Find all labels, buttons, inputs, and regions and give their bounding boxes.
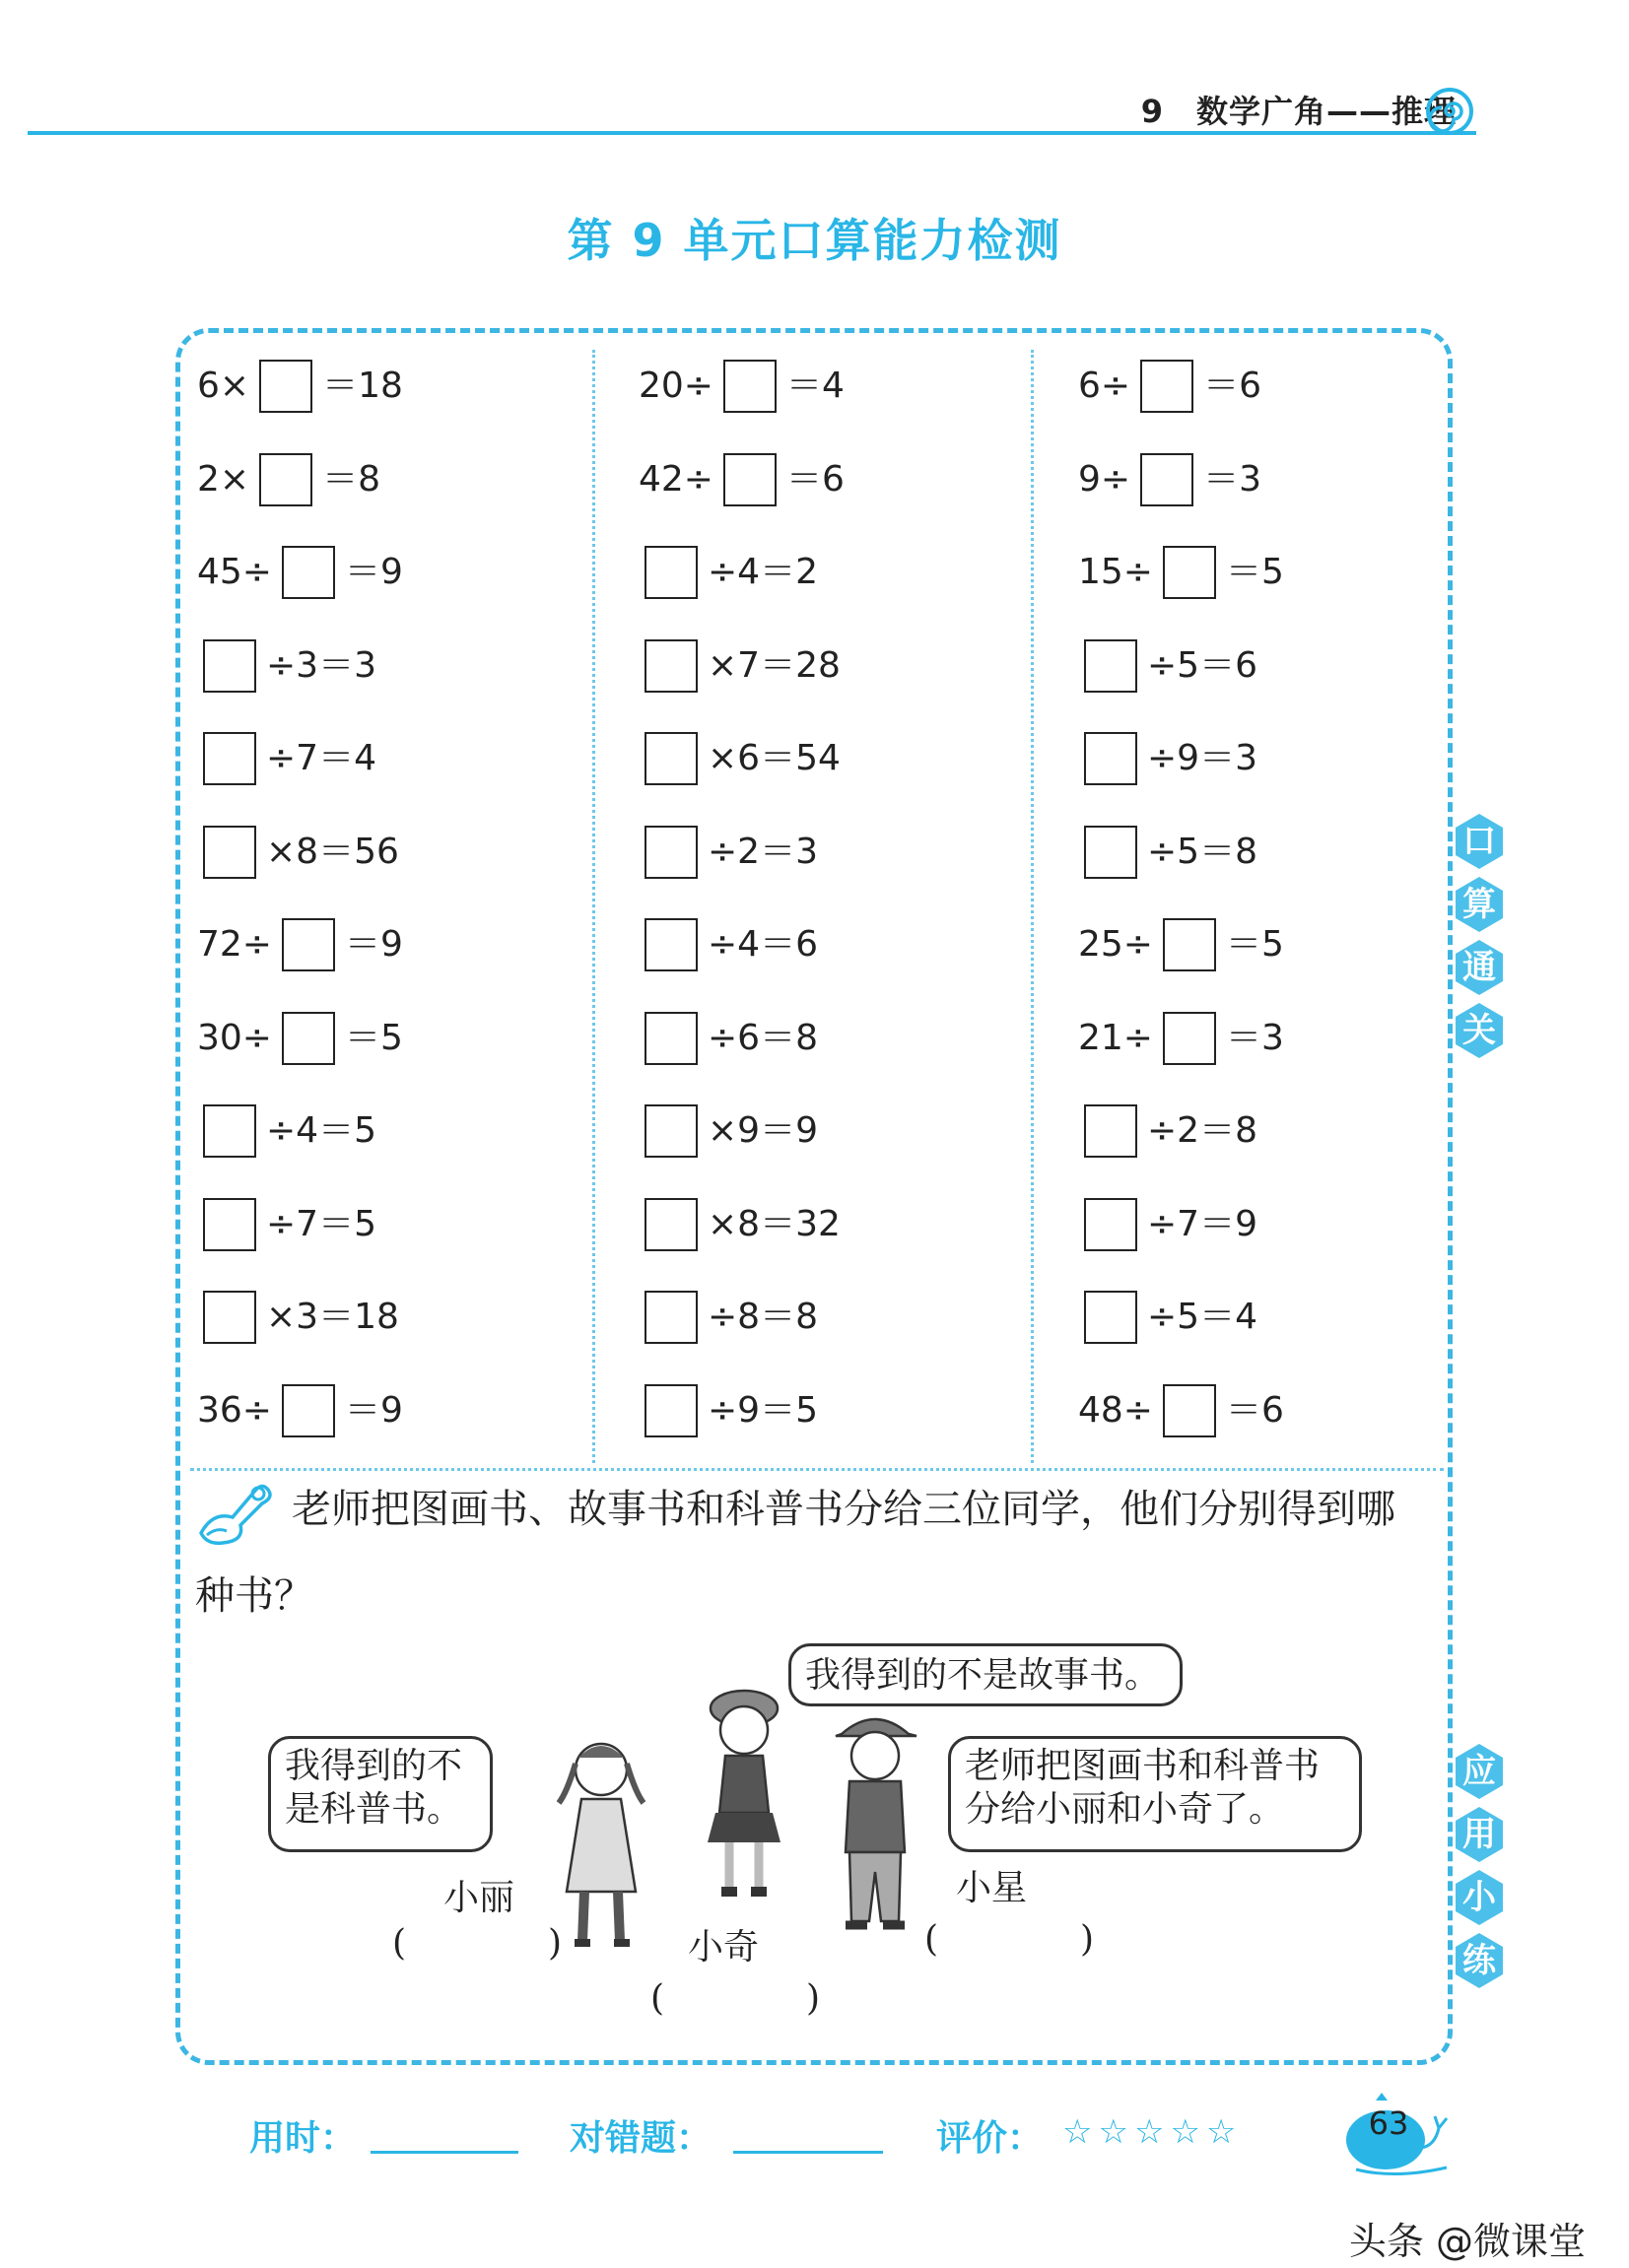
equation-prefix: 72÷ [197,924,272,965]
side-bead [1453,1805,1506,1864]
equation [645,915,818,972]
equation-suffix: ＝9 [344,924,403,965]
side-label-oral [1453,812,1508,1064]
equation [197,1381,403,1438]
equation-suffix: ＝9 [344,1389,403,1431]
equation-suffix: ＝6 [785,458,845,500]
equation [203,729,376,786]
equation [645,1101,818,1159]
column-divider [1031,350,1034,1463]
equation-suffix: ×7＝28 [708,644,841,686]
answer-box[interactable] [645,639,698,693]
equation [645,1381,818,1438]
answer-box[interactable] [1084,1198,1137,1251]
equation-prefix: 6÷ [1078,366,1131,406]
side-bead [1453,1001,1506,1060]
equation-suffix: ＝3 [1225,1017,1284,1058]
speech-bubble-xiaoli [268,1736,493,1852]
answer-box[interactable] [1163,918,1216,971]
answer-box[interactable] [1084,639,1137,693]
equation [197,357,403,414]
answer-box[interactable] [723,453,777,506]
equation-suffix: ÷5＝6 [1147,644,1257,686]
equation [197,915,403,972]
equation [1078,543,1284,600]
equation-suffix: ＝9 [344,552,403,592]
equation-suffix: ×8＝56 [266,831,399,872]
equation [645,1288,818,1345]
answer-box[interactable] [1163,546,1216,599]
equation-suffix: ÷4＝5 [266,1110,376,1151]
answer-box[interactable] [1163,1012,1216,1065]
equation [645,636,841,694]
evaluation-label: 评价： [936,2118,1044,2159]
time-label: 用时： [249,2118,357,2159]
side-bead [1453,1742,1506,1801]
equation [1084,1288,1257,1345]
equation [197,450,380,507]
bubble-text: 是科普书。 [285,1789,463,1830]
time-blank[interactable] [371,2151,518,2154]
answer-box[interactable] [645,1198,698,1251]
answer-box[interactable] [645,546,698,599]
bubble-text: 我得到的不是故事书。 [805,1655,1161,1696]
equation-suffix: ÷2＝8 [1147,1110,1257,1151]
wrong-count-label: 对错题： [570,2118,713,2159]
answer-box[interactable] [259,360,312,413]
side-bead-text: 关 [1462,1011,1496,1050]
answer-box[interactable] [1084,1291,1137,1344]
equation-prefix: 6× [197,366,250,406]
equation-prefix: 20÷ [639,366,713,406]
wrong-count-blank[interactable] [733,2151,883,2154]
equation-suffix: ＝18 [322,366,403,406]
equation-suffix: ÷9＝5 [708,1389,818,1431]
answer-blank-xiaoli[interactable]: ( ) [392,1923,563,1964]
side-bead-text: 用 [1462,1815,1496,1854]
answer-box[interactable] [1084,1104,1137,1158]
equation [1084,1101,1257,1159]
equation-suffix: ＝4 [785,366,845,406]
side-label-application [1453,1742,1508,1994]
equation-prefix: 15÷ [1078,552,1153,592]
equation [639,357,845,414]
equation [639,450,845,507]
answer-box[interactable] [282,1384,335,1437]
answer-box[interactable] [645,1384,698,1437]
equation-prefix: 25÷ [1078,924,1153,965]
answer-box[interactable] [203,826,256,879]
equation [203,1101,376,1159]
girl-xiaoli-illustration [547,1734,655,1961]
equation-suffix: ÷2＝3 [708,831,818,872]
answer-box[interactable] [1140,360,1193,413]
equation-suffix: ÷4＝6 [708,924,818,965]
equation-suffix: ÷5＝4 [1147,1297,1257,1337]
answer-box[interactable] [645,1012,698,1065]
answer-box[interactable] [282,546,335,599]
equation-suffix: ÷8＝8 [708,1297,818,1337]
answer-box[interactable] [1163,1384,1216,1437]
side-bead-text: 算 [1462,885,1496,924]
equation-suffix: ×3＝18 [266,1297,399,1337]
side-bead [1453,812,1506,871]
equation [1084,823,1257,880]
equation [645,1009,818,1066]
equation [1084,1195,1257,1252]
side-bead [1453,1868,1506,1927]
equation-suffix: ＝3 [1203,458,1261,500]
problem-text-line-1: 老师把图画书、故事书和科普书分给三位同学，他们分别得到哪 [292,1487,1395,1532]
answer-box[interactable] [203,1104,256,1158]
answer-box[interactable] [1084,826,1137,879]
equation-suffix: ＝5 [1225,924,1284,965]
equation [1078,1009,1284,1066]
name-xiaoqi: 小奇 [688,1927,760,1968]
answer-box[interactable] [282,918,335,971]
equation [645,823,818,880]
equation [203,1195,376,1252]
answer-box[interactable] [723,360,777,413]
side-bead-text: 练 [1462,1941,1496,1980]
side-bead-text: 通 [1462,948,1496,987]
equation-suffix: ＝5 [1225,552,1284,592]
equation-suffix: ÷6＝8 [708,1017,818,1058]
equation-suffix: ＝6 [1203,366,1261,406]
equation-suffix: ＝5 [344,1017,403,1058]
equation [1084,636,1257,694]
answer-box[interactable] [645,1104,698,1158]
side-bead-text: 小 [1462,1878,1496,1917]
column-divider [592,350,595,1463]
answer-box[interactable] [259,453,312,506]
side-bead-text: 应 [1462,1752,1496,1791]
equation [1078,915,1284,972]
equation [1078,1381,1284,1438]
answer-box[interactable] [645,1291,698,1344]
equation-suffix: ＝6 [1225,1389,1284,1431]
equation [203,1288,399,1345]
spiral-icon [1425,87,1474,136]
speech-bubble-xiaoqi [788,1643,1183,1706]
equation-prefix: 21÷ [1078,1017,1153,1058]
equation-prefix: 2× [197,458,250,500]
bubble-text: 老师把图画书和科普书 [965,1746,1321,1786]
watermark: 头条 @微课堂 [1348,2220,1586,2263]
equation [645,543,818,600]
page-number: 63 [1368,2104,1409,2142]
equation-suffix: ＝8 [322,458,380,500]
girl-xiaoqi-illustration [690,1685,798,1911]
side-bead [1453,875,1506,934]
equation [645,1195,841,1252]
equation-suffix: ÷7＝4 [266,738,376,778]
equation-suffix: ÷7＝5 [266,1203,376,1244]
equation [197,1009,403,1066]
equation-suffix: ÷9＝3 [1147,738,1257,778]
answer-blank-xiaoqi[interactable]: ( ) [650,1978,821,2019]
section-divider [190,1468,1444,1471]
answer-box[interactable] [203,639,256,693]
problem-text-line-2: 种书？ [195,1573,313,1619]
rating-stars[interactable]: ☆☆☆☆☆ [1062,2112,1243,2152]
page-title: 第 9 单元口算能力检测 [567,214,1062,267]
equation [1078,450,1261,507]
answer-box[interactable] [645,918,698,971]
equation [203,823,399,880]
equation-prefix: 45÷ [197,552,272,592]
answer-box[interactable] [282,1012,335,1065]
pen-icon [193,1472,276,1547]
bubble-text: 我得到的不 [285,1746,463,1786]
answer-box[interactable] [1140,453,1193,506]
equation-suffix: ÷7＝9 [1147,1203,1257,1244]
bubble-text: 分给小丽和小奇了。 [965,1789,1285,1830]
equation-prefix: 36÷ [197,1389,272,1431]
equation-suffix: ÷3＝3 [266,644,376,686]
name-xiaoli: 小丽 [443,1878,515,1918]
speech-bubble-xiaoxing [948,1736,1362,1852]
answer-box[interactable] [203,1198,256,1251]
equation [197,543,403,600]
equation-prefix: 9÷ [1078,458,1131,500]
equation-prefix: 48÷ [1078,1389,1153,1431]
equation-suffix: ×9＝9 [708,1110,818,1151]
side-bead [1453,938,1506,997]
equation-prefix: 42÷ [639,458,713,500]
equation [1084,729,1257,786]
equation-suffix: ÷4＝2 [708,552,818,592]
equation [203,636,376,694]
answer-box[interactable] [1084,732,1137,785]
answer-box[interactable] [203,732,256,785]
equation-suffix: ×8＝32 [708,1203,841,1244]
boy-xiaoxing-illustration [816,1704,934,1941]
chapter-title: 9 数学广角——推理 [1140,93,1457,130]
equation-suffix: ÷5＝8 [1147,831,1257,872]
answer-box[interactable] [203,1291,256,1344]
equation-prefix: 30÷ [197,1017,272,1058]
answer-blank-xiaoxing[interactable]: ( ) [924,1919,1095,1960]
name-xiaoxing: 小星 [956,1868,1028,1908]
equation-suffix: ×6＝54 [708,738,841,778]
side-bead-text: 口 [1462,822,1496,861]
answer-box[interactable] [645,826,698,879]
side-bead [1453,1931,1506,1990]
equation [645,729,841,786]
equation [1078,357,1261,414]
answer-box[interactable] [645,732,698,785]
